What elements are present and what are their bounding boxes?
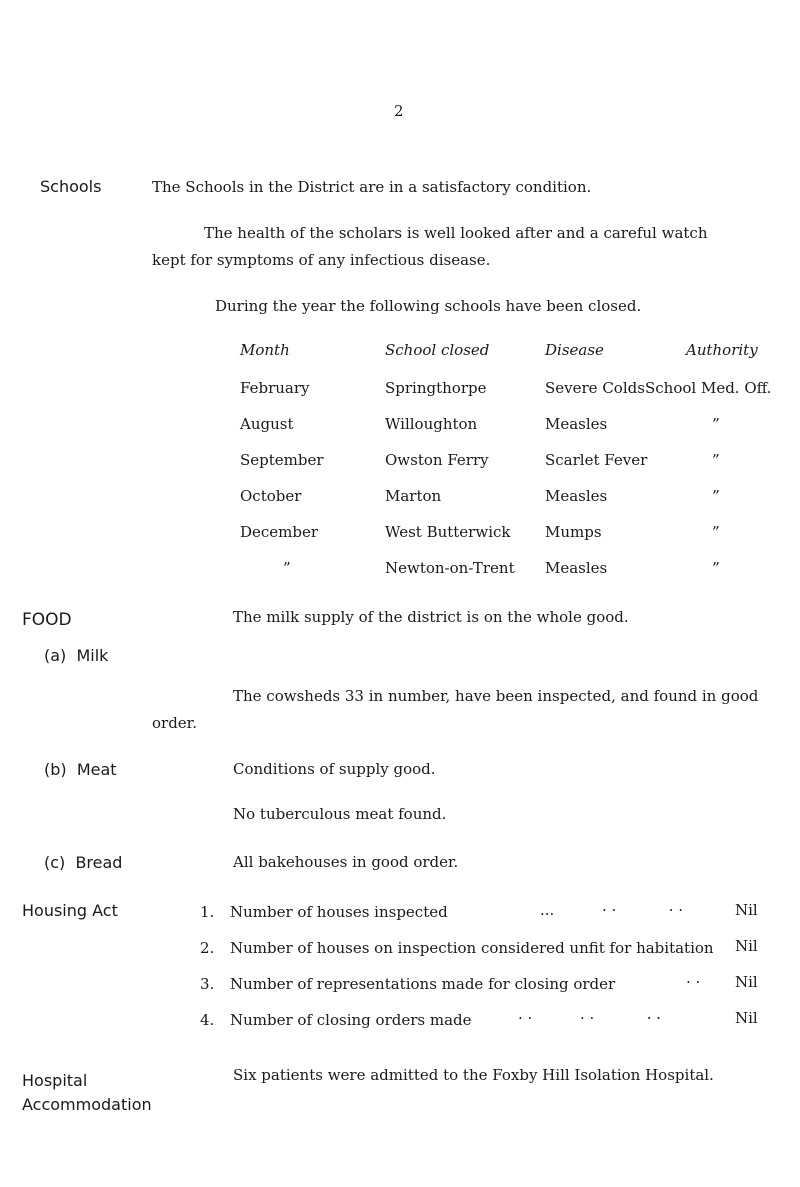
cell-month: February <box>240 379 310 397</box>
bread-line1: All bakehouses in good order. <box>233 853 459 871</box>
meat-label: (b) Meat <box>44 760 117 779</box>
cell-school: West Butterwick <box>385 523 511 541</box>
hospital-text: Six patients were admitted to the Foxby Hill Isolation Hospital. <box>233 1066 714 1084</box>
housing-item-number: 2. <box>200 939 215 957</box>
hospital-heading-line2: Accommodation <box>22 1095 152 1114</box>
cell-school: Newton-on-Trent <box>385 559 515 577</box>
cell-authority: ” <box>712 415 721 433</box>
cell-month: August <box>240 415 294 433</box>
milk-label: (a) Milk <box>44 646 109 665</box>
meat-line1: Conditions of supply good. <box>233 760 436 778</box>
cell-disease: Severe Colds <box>545 379 645 397</box>
page-number: 2 <box>394 102 404 120</box>
housing-item-number: 4. <box>200 1011 215 1029</box>
schools-para1: The Schools in the District are in a satisfactory condition. <box>152 178 592 196</box>
housing-item-number: 1. <box>200 903 215 921</box>
meat-line2: No tuberculous meat found. <box>233 805 447 823</box>
milk-line3: order. <box>152 714 197 732</box>
cell-month: September <box>240 451 324 469</box>
cell-authority: ” <box>712 451 721 469</box>
cell-month: ” <box>283 559 292 577</box>
header-school: School closed <box>385 341 490 359</box>
header-disease: Disease <box>545 341 604 359</box>
food-heading: FOOD <box>22 610 72 630</box>
hospital-heading <box>22 1069 152 1117</box>
housing-item-text: Number of houses inspected <box>230 903 448 921</box>
milk-line1: The milk supply of the district is on the whole good. <box>233 608 629 626</box>
cell-school: Marton <box>385 487 442 505</box>
housing-item-dots: · · <box>686 973 701 991</box>
cell-authority: School Med. Off. <box>645 379 772 397</box>
cell-disease: Measles <box>545 559 608 577</box>
housing-item-dots: · · · · · · <box>518 1009 662 1027</box>
housing-item-number: 3. <box>200 975 215 993</box>
housing-item-value: Nil <box>735 937 758 955</box>
cell-month: December <box>240 523 319 541</box>
schools-heading: Schools <box>40 177 102 196</box>
header-authority: Authority <box>686 341 758 359</box>
cell-disease: Mumps <box>545 523 602 541</box>
housing-item-text: Number of houses on inspection considered unfit for habitation <box>230 939 714 957</box>
housing-item-text: Number of representations made for closing order <box>230 975 616 993</box>
housing-heading: Housing Act <box>22 901 118 920</box>
schools-para2-line2: kept for symptoms of any infectious disease. <box>152 251 491 269</box>
cell-authority: ” <box>712 559 721 577</box>
housing-item-text: Number of closing orders made <box>230 1011 472 1029</box>
schools-para2-line1: The health of the scholars is well looked after and a careful watch <box>204 224 708 242</box>
housing-item-value: Nil <box>735 901 758 919</box>
cell-school: Springthorpe <box>385 379 487 397</box>
bread-label: (c) Bread <box>44 853 123 872</box>
cell-authority: ” <box>712 487 721 505</box>
cell-disease: Measles <box>545 487 608 505</box>
cell-authority: ” <box>712 523 721 541</box>
hospital-heading-line1: Hospital <box>22 1071 88 1090</box>
housing-item-value: Nil <box>735 973 758 991</box>
milk-line2: The cowsheds 33 in number, have been inspected, and found in good <box>233 687 759 705</box>
cell-school: Willoughton <box>385 415 478 433</box>
cell-school: Owston Ferry <box>385 451 489 469</box>
cell-disease: Scarlet Fever <box>545 451 648 469</box>
schools-para3: During the year the following schools have been closed. <box>215 297 642 315</box>
housing-item-dots: ... · · · · <box>540 901 684 919</box>
housing-item-value: Nil <box>735 1009 758 1027</box>
cell-month: October <box>240 487 302 505</box>
header-month: Month <box>240 341 290 359</box>
cell-disease: Measles <box>545 415 608 433</box>
